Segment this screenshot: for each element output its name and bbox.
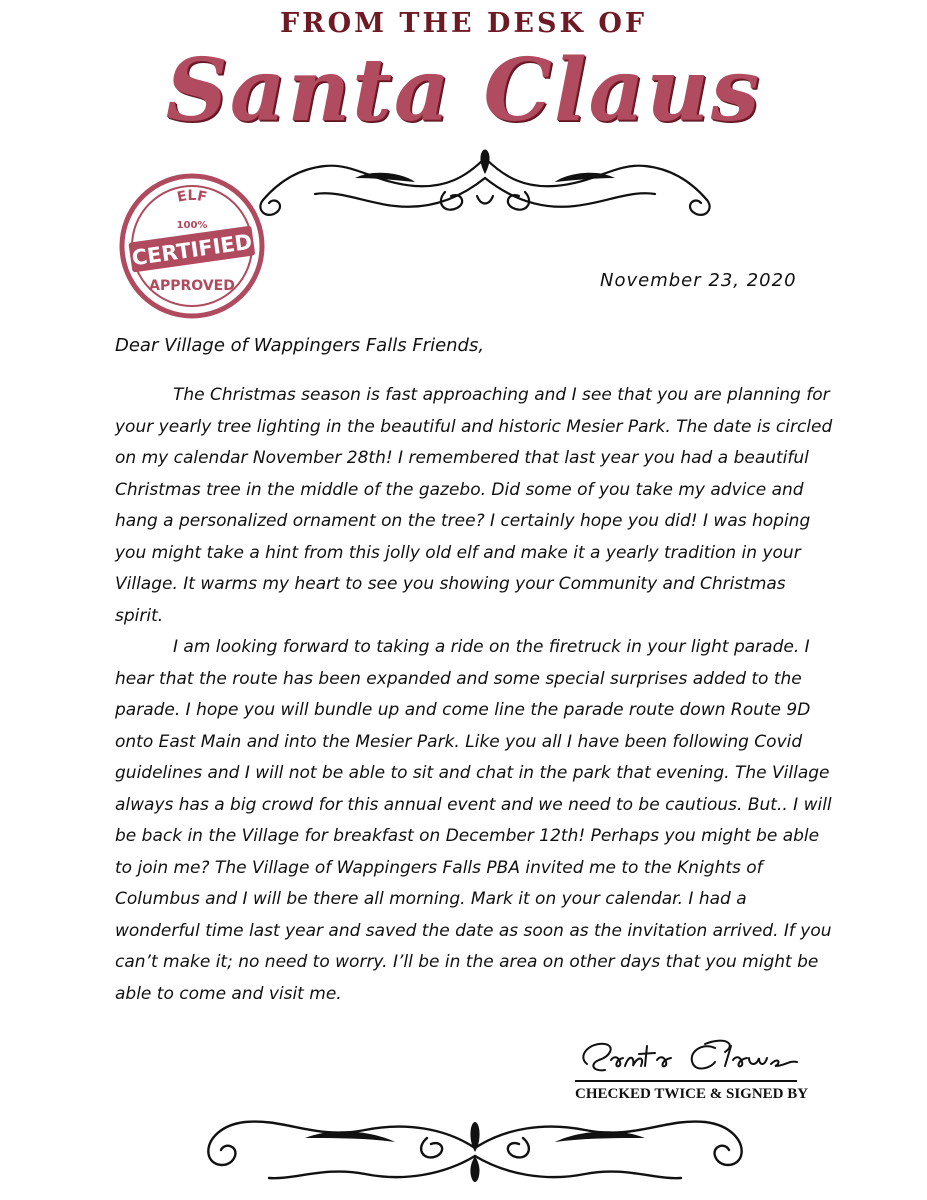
letter-paragraph-1: The Christmas season is fast approaching and I see that you are planning for your yearly tree lighting in the beautiful and historic Mesier Park. The date is circled on my calendar November 28th! I remembered that last year you had a beautiful Christmas tree in the middle of the gazebo. Did some of you take my advice and hang a personalized ornament on the tree? I certainly hope you did! I was hoping you might take a hint from this jolly old elf and make it a yearly tradition in your Village. It warms my heart to see you showing your Community and Christmas spirit. — [115, 385, 833, 626]
signature-caption: CHECKED TWICE & SIGNED BY — [575, 1086, 809, 1102]
santa-signature — [575, 1034, 805, 1078]
top-flourish-ornament — [245, 148, 725, 228]
letter-salutation: Dear Village of Wappingers Falls Friends, — [115, 335, 485, 356]
letter-date: November 23, 2020 — [600, 270, 797, 291]
letter-body — [115, 380, 835, 1010]
letter-paragraph-2: I am looking forward to taking a ride on the firetruck in your light parade. I hear that the route has been expanded and some special surprises added to the parade. I hope you will bundle up and come line the parade route down Route 9D onto East Main and into the Mesier Park. Like you all I have been following Covid guidelines and I will not be able to sit and chat in the park that evening. The Village always has a big crowd for this annual event and we need to be cautious. But.. I will be back in the Village for breakfast on December 12th! Perhaps you might be able to join me? The Village of Wappingers Falls PBA invited me to the Knights of Columbus and I will be there all morning. Mark it on your calendar. I had a wonderful time last year and saved the date as soon as the invitation arrived. If you can’t make it; no need to worry. I’ll be in the area on other days that you might be able to come and visit me. — [115, 637, 832, 1004]
letterhead-title: Santa Claus — [165, 40, 762, 141]
stamp-top-text: ELF — [175, 188, 209, 206]
stamp-percent-text: 100% — [176, 220, 208, 231]
signature-line — [575, 1080, 797, 1082]
stamp-bottom-text: APPROVED — [149, 278, 235, 294]
elf-certified-stamp — [116, 170, 268, 322]
bottom-flourish-ornament — [195, 1108, 755, 1194]
letterhead-top-line: FROM THE DESK OF — [279, 8, 648, 39]
stamp-certified-text: CERTIFIED — [130, 229, 254, 271]
